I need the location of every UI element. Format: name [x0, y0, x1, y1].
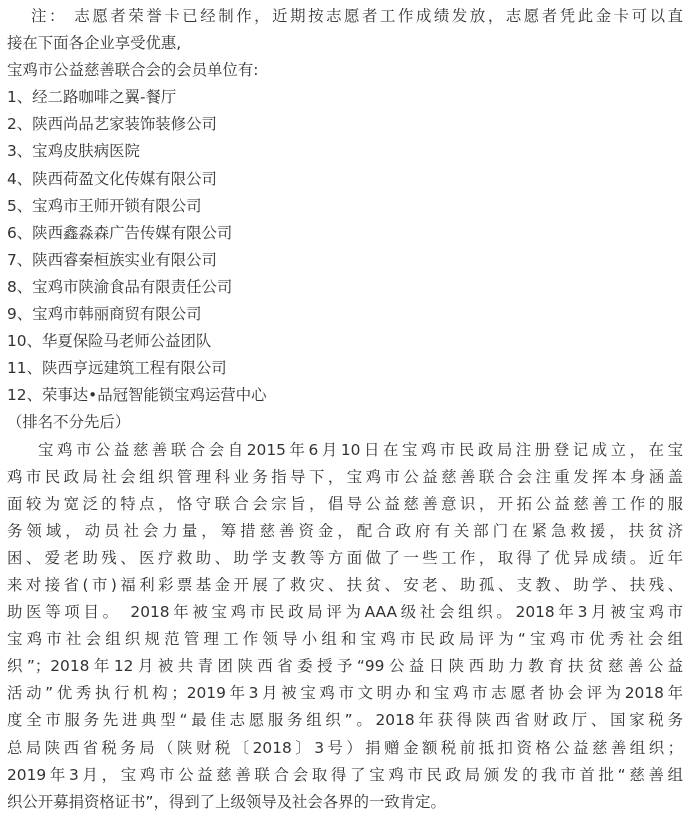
intro-line: 来对接省(市)福利彩票基金开展了救灾、扶贫、安老、助孤、支教、助学、扶残、	[7, 575, 683, 594]
intro-line: 助医等项目。 2018年被宝鸡市民政局评为AAA级社会组织。2018年3月被宝鸡市	[7, 603, 683, 622]
note-line-1: 注： 志愿者荣誉卡已经制作，近期按志愿者工作成绩发放，志愿者凭此金卡可以直	[31, 7, 683, 25]
member-heading: 宝鸡市公益慈善联合会的会员单位有:	[7, 61, 259, 80]
member-item: 9、宝鸡市韩丽商贸有限公司	[7, 305, 202, 324]
intro-line: 务领域，动员社会力量，筹措慈善资金，配合政府有关部门在紧急救援，扶贫济	[7, 521, 683, 540]
intro-line: 困、爱老助残、医疗救助、助学支教等方面做了一些工作，取得了优异成绩。近年	[7, 548, 683, 567]
member-item: 10、华夏保险马老师公益团队	[7, 332, 212, 351]
member-item: 6、陕西鑫淼森广告传媒有限公司	[7, 223, 233, 242]
member-item: 5、宝鸡市王师开锁有限公司	[7, 196, 202, 215]
member-item: 11、陕西亨远建筑工程有限公司	[7, 359, 227, 378]
intro-line: 总局陕西省税务局（陕财税〔2018〕3号）捐赠金额税前抵扣资格公益慈善组织；	[7, 738, 683, 757]
member-item: 3、宝鸡皮肤病医院	[7, 142, 140, 161]
ordering-note: （排名不分先后）	[7, 413, 131, 432]
member-item: 12、荣事达•品冠智能锁宝鸡运营中心	[7, 386, 267, 405]
intro-line: 面较为宽泛的特点，恪守联合会宗旨，倡导公益慈善意识，开拓公益慈善工作的服	[7, 494, 683, 513]
member-item: 4、陕西荷盈文化传媒有限公司	[7, 169, 217, 188]
intro-line: 织”；2018年12月被共青团陕西省委授予“99公益日陕西助力教育扶贫慈善公益	[7, 657, 683, 676]
member-item: 1、经二路咖啡之翼-餐厅	[7, 88, 177, 107]
intro-line: 宝鸡市社会组织规范管理工作领导小组和宝鸡市民政局评为“宝鸡市优秀社会组	[7, 630, 683, 649]
intro-line: 宝鸡市公益慈善联合会自2015年6月10日在宝鸡市民政局注册登记成立，在宝	[38, 440, 683, 459]
intro-line: 度全市服务先进典型“最佳志愿服务组织”。2018年获得陕西省财政厅、国家税务	[7, 711, 683, 730]
intro-line-last: 织公开募捐资格证书”，得到了上级领导及社会各界的一致肯定。	[7, 792, 446, 811]
intro-line: 活动”优秀执行机构；2019年3月被宝鸡市文明办和宝鸡市志愿者协会评为2018年	[7, 684, 683, 703]
member-item: 7、陕西睿秦桓族实业有限公司	[7, 250, 217, 269]
note-line-2: 接在下面各企业享受优惠,	[7, 34, 182, 53]
member-item: 8、宝鸡市陕渝食品有限责任公司	[7, 277, 233, 296]
intro-line: 鸡市民政局社会组织管理科业务指导下，宝鸡市公益慈善联合会注重发挥本身涵盖	[7, 467, 683, 486]
intro-line: 2019年3月，宝鸡市公益慈善联合会取得了宝鸡市民政局颁发的我市首批“慈善组	[7, 765, 683, 784]
member-item: 2、陕西尚品艺家装饰装修公司	[7, 115, 217, 134]
